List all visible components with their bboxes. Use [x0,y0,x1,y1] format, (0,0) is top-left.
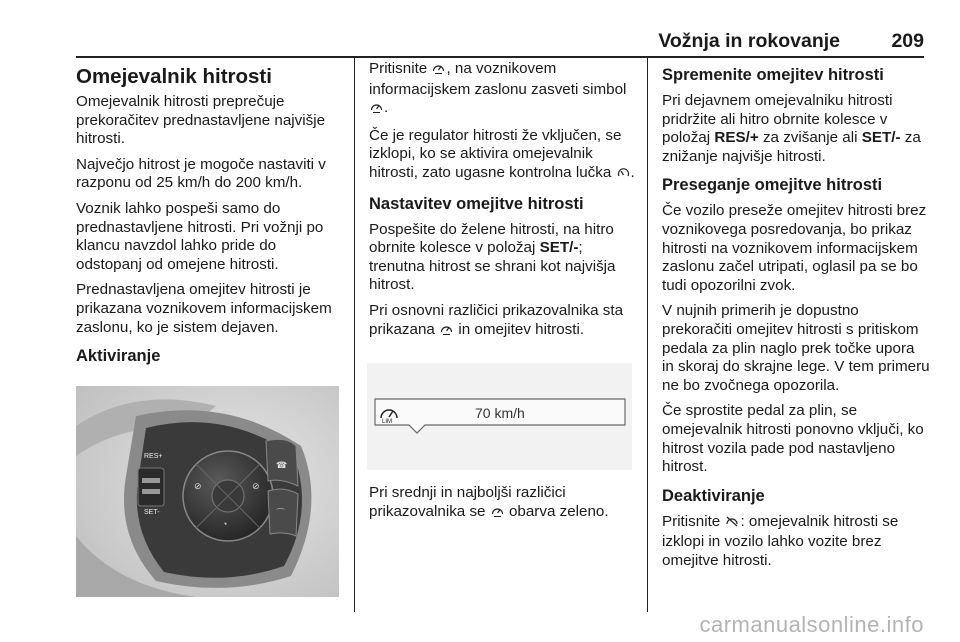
driver-info-display-illustration [367,363,632,470]
subheading-exceeding-limit: Preseganje omejitve hitrosti [662,176,883,195]
section-heading: Omejevalnik hitrosti [76,65,272,88]
paragraph: Če sprostite pedal za plin, se omejevalnik hitrosti ponovno vključi, ko hitrost vozila pade pod nastavljeno hitrost. [662,402,924,476]
svg-text:◔: ◔ [222,519,228,529]
speed-limiter-icon [432,62,445,81]
speed-limiter-icon [370,101,383,120]
paragraph: Pri osnovni različici prikazovalnika sta prikazana in omejitev hitrosti. [369,302,639,341]
column-2 [369,60,639,348]
speed-limiter-icon [440,323,453,342]
column-divider-2 [647,56,648,612]
svg-text:⊘: ⊘ [194,481,202,491]
svg-text:☎: ☎ [276,460,288,470]
subheading-activation: Aktiviranje [76,347,161,366]
paragraph: Pri dejavnem omejevalniku hitrosti pridržite ali hitro obrnite kolesce v položaj RES/+ za zvišanje ali SET/- za znižanje najvišje hitrosti. [662,92,921,165]
chapter-title: Vožnja in rokovanje [658,30,840,52]
page-header [76,30,924,56]
watermark-site: carmanualsonline.info [699,612,924,637]
paragraph: Pospešite do želene hitrosti, na hitro obrnite kolesce v položaj SET/-; trenutna hitrost se shrani kot najvišja hitrost. [369,220,616,294]
column-3 [662,60,930,577]
limiter-off-icon [725,515,739,534]
subheading-change-limit: Spremenite omejitev hitrosti [662,66,884,84]
paragraph: Voznik lahko pospeši samo do prednastavljene hitrosti. Pri vožnji po klancu navzdol lahko pride do odstopanj od omejene hitrosti. [76,199,324,273]
paragraph: V nujnih primerih je dopustno prekoračiti omejitev hitrosti s pritiskom pedala za plin naglo prek točke upora in skoraj do skrajne lege. V tem primeru ne bo zvočnega opozorila. [662,302,930,394]
column-divider-1 [354,56,355,612]
column-1 [76,60,344,373]
cruise-control-icon [617,166,630,185]
paragraph: Če vozilo preseže omejitev hitrosti brez voznikovega posredovanja, bo prikaz hitrosti na voznikovem informacijskem zaslonu začel utripati, oglasil pa se bo tudi opozorilni zvok. [662,202,927,294]
steering-wheel-illustration [76,386,339,597]
svg-text:⌒: ⌒ [276,508,286,518]
paragraph: Če je regulator hitrosti že vključen, se izklopi, ko se aktivira omejevalnik hitrosti, zato ugasne kontrolna lučka . [369,127,639,185]
res-label: RES+ [144,453,163,460]
subheading-set-limit: Nastavitev omejitve hitrosti [369,194,584,213]
set-label: SET- [144,509,160,516]
speed-value: 70 km/h [475,405,525,421]
header-rule [76,56,924,58]
paragraph: Pritisnite : omejevalnik hitrosti se izklopi in vozilo lahko vozite brez omejitve hitrosti. [662,512,899,569]
paragraph: Omejevalnik hitrosti preprečuje prekoračitev prednastavljene najvišje hitrosti. [76,93,326,148]
paragraph: Prednastavljena omejitev hitrosti je prikazana voznikovem informacijskem zaslonu, ko je sistem dejaven. [76,281,332,336]
steering-wheel-controls-photo [76,386,339,597]
lim-label: LIM [382,419,393,425]
paragraph: Največjo hitrost je mogoče nastaviti v razponu od 25 km/h do 200 km/h. [76,155,326,192]
page-number: 209 [891,30,924,52]
subheading-deactivation: Deaktiviranje [662,486,765,505]
speed-limiter-icon [491,505,504,524]
column-2-bottom [369,484,639,530]
paragraph: Pri srednji in najboljši različici prikazovalnika se obarva zeleno. [369,484,639,523]
paragraph: Pritisnite , na voznikovem informacijskem zaslonu zasveti simbol . [369,60,639,120]
svg-text:⊘: ⊘ [252,481,260,491]
